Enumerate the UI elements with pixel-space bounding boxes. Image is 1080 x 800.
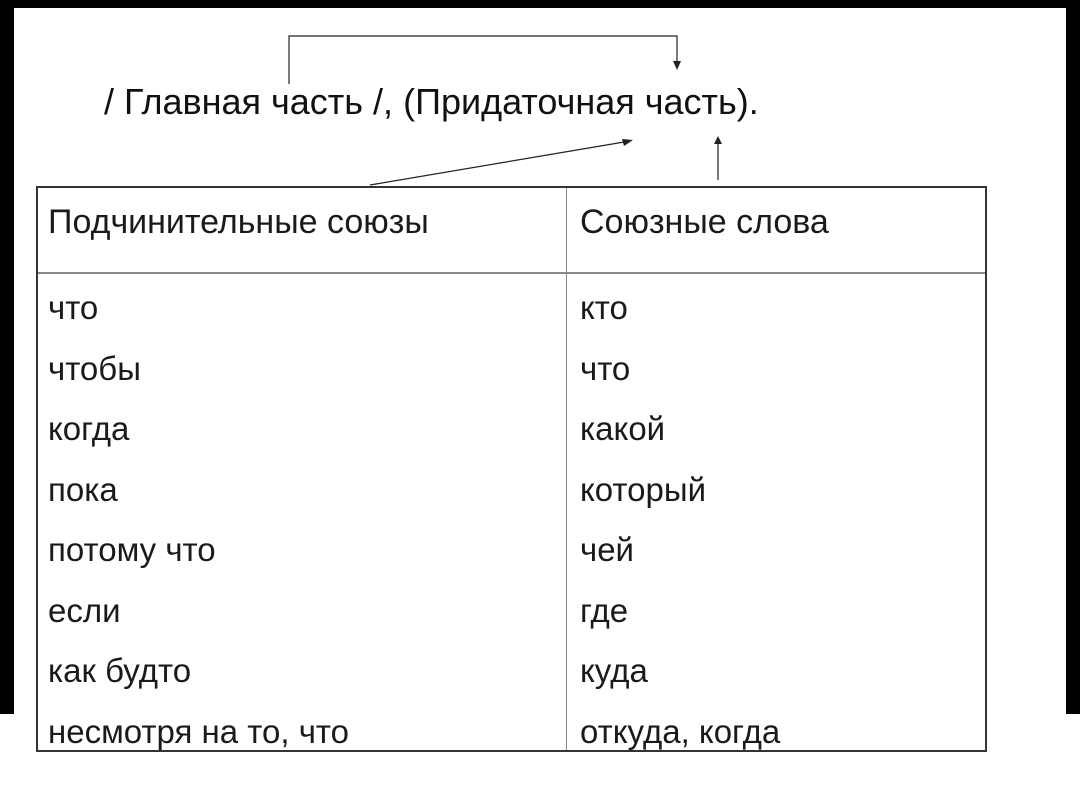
list-item: чей [580,531,634,568]
list-item: какой [580,410,666,447]
list-item: если [48,591,121,629]
list-item: пока [48,470,118,508]
list-item: когда [48,410,130,447]
list-item: что [580,349,631,387]
words-table [36,186,987,752]
header-conjunctive-words: Союзные слова [580,203,829,241]
list-item: потому что [48,531,216,568]
list-item: что [48,289,99,326]
list-item: кто [580,289,628,326]
list-item: который [580,470,707,508]
list-item: несмотря на то, что [48,712,349,750]
header-conjunctions: Подчинительные союзы [48,203,429,241]
main-part-label: / Главная часть /, [104,81,394,122]
conjunctions-list [48,278,349,762]
conjunctive-words-list [580,278,780,762]
list-item: куда [580,652,648,689]
list-item: чтобы [48,349,141,387]
list-item: как будто [48,652,192,689]
subordinate-part-label: (Придаточная часть). [403,81,759,122]
header-divider [38,272,985,274]
list-item: откуда, когда [580,712,781,750]
list-item: где [580,591,629,629]
sentence-scheme [104,76,759,128]
